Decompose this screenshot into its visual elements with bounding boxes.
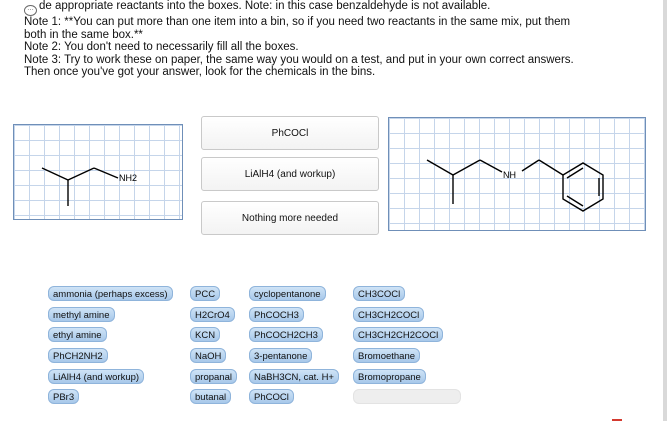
chip-ethyl-amine[interactable]: ethyl amine: [48, 327, 107, 342]
instruction-line-3: both in the same box.**: [24, 28, 143, 41]
reagent-box-2[interactable]: [201, 157, 379, 191]
amine-label: NH2: [119, 173, 138, 183]
chip-3-pentanone[interactable]: 3-pentanone: [249, 348, 312, 363]
chat-bubble-icon[interactable]: …: [24, 5, 37, 16]
chip-lialh4[interactable]: LiAlH4 (and workup): [48, 369, 144, 384]
chip-ch3ch2ch2cocl[interactable]: CH3CH2CH2COCl: [353, 327, 443, 342]
chip-empty-slot[interactable]: [353, 389, 461, 404]
reagent-box-3[interactable]: [201, 201, 379, 235]
instruction-line-4: Note 2: You don't need to necessarily fill all the boxes.: [24, 41, 299, 54]
starting-material-structure: [14, 125, 182, 219]
starting-material-box: [13, 124, 183, 220]
product-box: [388, 117, 646, 231]
scrollbar-edge[interactable]: [663, 0, 667, 421]
instructions: [24, 0, 654, 79]
chip-butanal[interactable]: butanal: [190, 389, 231, 404]
chip-phch2nh2[interactable]: PhCH2NH2: [48, 348, 108, 363]
reagent-box-3-text: Nothing more needed: [241, 212, 339, 224]
chip-phcocl[interactable]: PhCOCl: [249, 389, 294, 404]
chip-naoh[interactable]: NaOH: [190, 348, 226, 363]
chip-propanal[interactable]: propanal: [190, 369, 237, 384]
chip-bromopropane[interactable]: Bromopropane: [353, 369, 426, 384]
chip-bromoethane[interactable]: Bromoethane: [353, 348, 420, 363]
chip-h2cro4[interactable]: H2CrO4: [190, 307, 235, 322]
reagent-box-1[interactable]: [201, 116, 379, 150]
instruction-line-1: [24, 0, 654, 16]
chip-kcn[interactable]: KCN: [190, 327, 220, 342]
chip-pbr3[interactable]: PBr3: [48, 389, 79, 404]
reagent-box-2-text: LiAlH4 (and workup): [244, 168, 336, 180]
chip-nabh3cn[interactable]: NaBH3CN, cat. H+: [249, 369, 339, 384]
product-structure: [389, 118, 645, 230]
reagent-box-1-text: PhCOCl: [271, 127, 309, 139]
amine-label: NH: [503, 170, 516, 180]
chip-phcoch2ch3[interactable]: PhCOCH2CH3: [249, 327, 323, 342]
chip-cyclopentanone[interactable]: cyclopentanone: [249, 286, 326, 301]
chip-pcc[interactable]: PCC: [190, 286, 220, 301]
chip-ch3ch2cocl[interactable]: CH3CH2COCl: [353, 307, 424, 322]
chip-ammonia[interactable]: ammonia (perhaps excess): [48, 286, 173, 301]
instruction-line-2: Note 1: **You can put more than one item into a bin, so if you need two reactants in the same mix, put them: [24, 16, 571, 28]
chip-ch3cocl[interactable]: CH3COCl: [353, 286, 405, 301]
instruction-text: de appropriate reactants into the boxes. Note: in this case benzaldehyde is not available.: [39, 0, 491, 12]
chip-phcoch3[interactable]: PhCOCH3: [249, 307, 304, 322]
instruction-line-5: Note 3: Try to work these on paper, the same way you would on a test, and put in your own correct answers.: [24, 53, 574, 66]
chip-methyl-amine[interactable]: methyl amine: [48, 307, 115, 322]
instruction-line-6: Then once you've got your answer, look for the chemicals in the bins.: [24, 66, 376, 79]
